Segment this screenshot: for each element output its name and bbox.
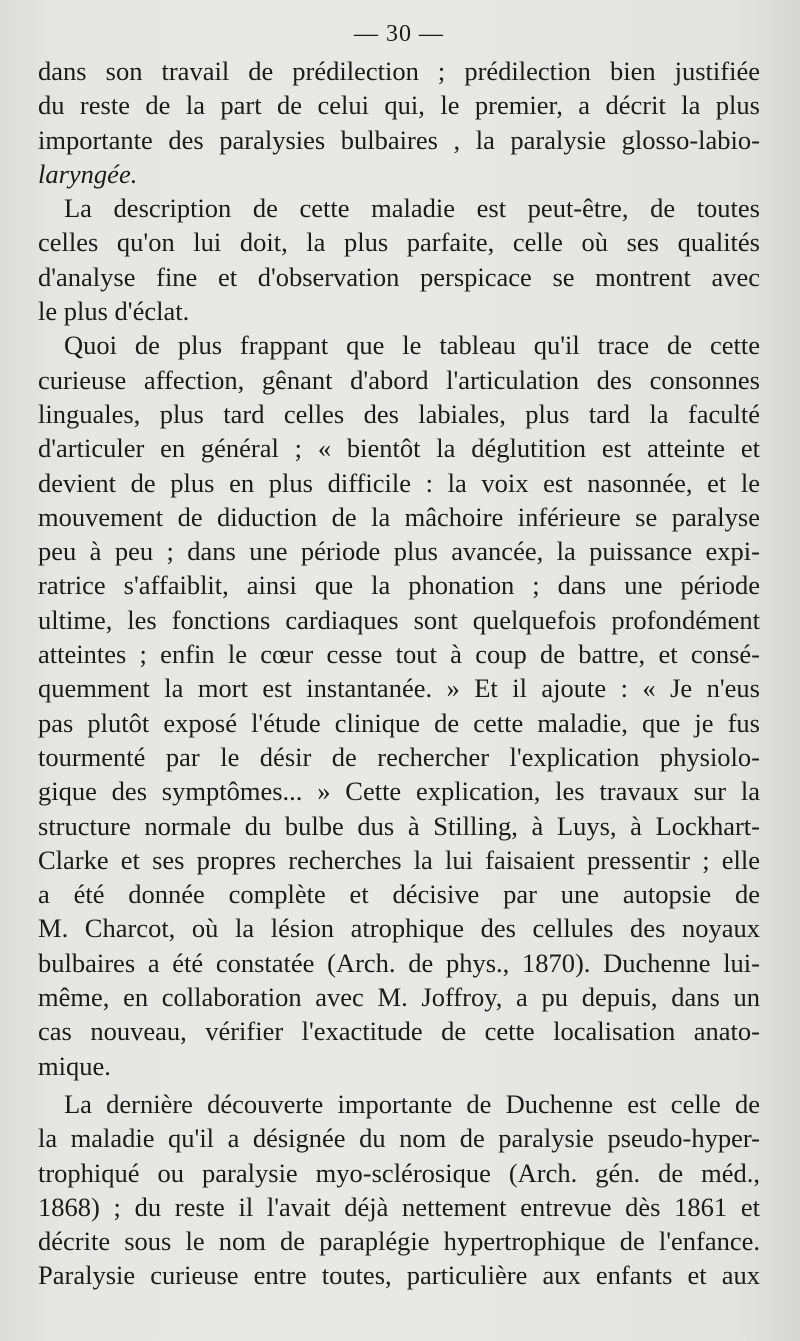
text-line: trophiqué ou paralysie myo-sclérosique (Arch. gén. de méd.,: [38, 1157, 760, 1188]
paragraph-1: [38, 54, 760, 191]
text-line: mique.: [38, 1050, 111, 1081]
text-line: dans son travail de prédilection ; prédilection bien justifiée: [38, 56, 760, 86]
text-line: cas nouveau, vérifier l'exactitude de cette localisation anato-: [38, 1016, 760, 1047]
text-line: linguales, plus tard celles des labiales, plus tard la faculté: [38, 398, 760, 429]
text-line: Paralysie curieuse entre toutes, particulière aux enfants et aux: [38, 1260, 760, 1291]
text-line: Clarke et ses propres recherches la lui faisaient pressentir ; elle: [38, 844, 760, 875]
text-line: Quoi de plus frappant que le tableau qu'il trace de cette: [64, 330, 760, 361]
paragraph-4: [38, 1087, 760, 1293]
text-line: bulbaires a été constatée (Arch. de phys., 1870). Duchenne lui-: [38, 947, 760, 978]
text-line: décrite sous le nom de paraplégie hypertrophique de l'enfance.: [38, 1226, 760, 1257]
text-line: a été donnée complète et décisive par une autopsie de: [38, 879, 760, 910]
page-number: — 30 —: [354, 21, 444, 47]
text-line: du reste de la part de celui qui, le premier, a décrit la plus: [38, 90, 760, 121]
text-line: même, en collaboration avec M. Joffroy, a pu depuis, dans un: [38, 982, 760, 1013]
text-line: La dernière découverte importante de Duchenne est celle de: [64, 1088, 760, 1119]
text-line: atteintes ; enfin le cœur cesse tout à coup de battre, et consé-: [38, 639, 760, 670]
text-line: peu à peu ; dans une période plus avancée, la puissance expi-: [38, 536, 760, 567]
text-line: mouvement de diduction de la mâchoire inférieure se paralyse: [38, 501, 760, 532]
text-line: curieuse affection, gênant d'abord l'articulation des consonnes: [38, 364, 760, 395]
text-line: structure normale du bulbe dus à Stilling, à Luys, à Lockhart-: [38, 810, 760, 841]
paragraph-2: [38, 191, 760, 328]
text-line: laryngée.: [38, 158, 138, 189]
text-line: la maladie qu'il a désignée du nom de paralysie pseudo-hyper-: [38, 1123, 760, 1154]
text-line: le plus d'éclat.: [38, 296, 190, 327]
text-line: devient de plus en plus difficile : la voix est nasonnée, et le: [38, 467, 760, 498]
text-line: 1868) ; du reste il l'avait déjà nettement entrevue dès 1861 et: [38, 1191, 760, 1222]
text-line: M. Charcot, où la lésion atrophique des cellules des noyaux: [38, 913, 760, 944]
text-line: ratrice s'affaiblit, ainsi que la phonation ; dans une période: [38, 570, 760, 601]
text-line: importante des paralysies bulbaires , la paralysie glosso-labio-: [38, 124, 760, 155]
text-line: ultime, les fonctions cardiaques sont quelquefois profondément: [38, 604, 760, 635]
text-line: celles qu'on lui doit, la plus parfaite, celle où ses qualités: [38, 227, 760, 258]
text-line: tourmenté par le désir de rechercher l'explication physiolo-: [38, 741, 760, 772]
text-line: d'articuler en général ; « bientôt la déglutition est atteinte et: [38, 433, 760, 464]
text-line: d'analyse fine et d'observation perspicace se montrent avec: [38, 261, 760, 292]
paragraph-3: [38, 328, 760, 1083]
text-line: pas plutôt exposé l'étude clinique de cette maladie, que je fus: [38, 707, 760, 738]
text-line: gique des symptômes... » Cette explication, les travaux sur la: [38, 776, 760, 807]
text-line: quemment la mort est instantanée. » Et il ajoute : « Je n'eus: [38, 673, 760, 704]
text-line: La description de cette maladie est peut-être, de toutes: [64, 193, 760, 224]
